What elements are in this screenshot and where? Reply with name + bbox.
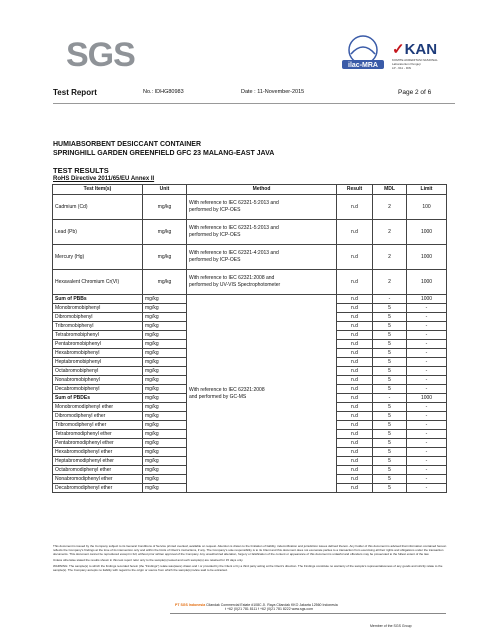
test-item-cell: Decabromobiphenyl (53, 385, 143, 394)
result-cell: n.d (337, 448, 373, 457)
mdl-cell: 5 (373, 376, 407, 385)
limit-cell: - (407, 358, 447, 367)
column-header: Test Item(s) (53, 185, 143, 195)
report-date: Date : 11-November-2015 (241, 89, 305, 95)
ilac-mra-logo (338, 34, 388, 78)
test-item-cell: Monobromodiphenyl ether (53, 403, 143, 412)
footer-address2: t +62 (0)21 781 8111 f +62 (0)21 781 8222 www.sgs.com (225, 607, 314, 611)
table-header-row (53, 185, 447, 195)
mdl-cell: 5 (373, 313, 407, 322)
method-line: With reference to IEC 62321-4:2013 and (189, 250, 279, 256)
method-line: performed by ICP-OES (189, 257, 241, 263)
limit-cell: 1000 (407, 245, 447, 270)
table-row (53, 195, 447, 220)
test-item-cell: Octabromodiphenyl ether (53, 466, 143, 475)
result-cell: n.d (337, 403, 373, 412)
unit-cell: mg/kg (143, 245, 187, 270)
result-cell: n.d (337, 220, 373, 245)
unit-cell: mg/kg (143, 394, 187, 403)
mdl-cell: 5 (373, 349, 407, 358)
method-line: With reference to IEC 62321:2008 and (189, 275, 275, 281)
test-item-cell: Tetrabromodiphenyl ether (53, 430, 143, 439)
kan-lab: Laboratorium Penguji (392, 62, 421, 66)
limit-cell: 100 (407, 195, 447, 220)
result-cell: n.d (337, 394, 373, 403)
table-row (53, 245, 447, 270)
test-item-cell: Decabromodiphenyl ether (53, 484, 143, 493)
result-cell: n.d (337, 376, 373, 385)
method-cell (187, 295, 337, 493)
test-item-cell: Pentabromobiphenyl (53, 340, 143, 349)
result-cell: n.d (337, 475, 373, 484)
unit-cell: mg/kg (143, 220, 187, 245)
limit-cell: 1000 (407, 394, 447, 403)
limit-cell: - (407, 385, 447, 394)
footer-address (175, 603, 338, 611)
table-row (53, 220, 447, 245)
mdl-cell: 5 (373, 448, 407, 457)
limit-cell: - (407, 439, 447, 448)
method-line: With reference to IEC 62321:2008 (189, 386, 265, 393)
mdl-cell: 5 (373, 412, 407, 421)
result-cell: n.d (337, 304, 373, 313)
disclaimer-para2: Unless otherwise stated the results shown in this test report refer only to the sample(s) tested and such sample(s) are retained for 15 days only. (53, 558, 244, 562)
unit-cell: mg/kg (143, 484, 187, 493)
unit-cell: mg/kg (143, 457, 187, 466)
column-header: MDL (373, 185, 407, 195)
unit-cell: mg/kg (143, 412, 187, 421)
limit-cell: - (407, 430, 447, 439)
mdl-cell: - (373, 394, 407, 403)
directive-heading: RoHS Directive 2011/65/EU Annex II (53, 176, 155, 182)
method-cell (187, 220, 337, 245)
unit-cell: mg/kg (143, 295, 187, 304)
sgs-logo: SGS (66, 36, 135, 74)
mdl-cell: 5 (373, 385, 407, 394)
mdl-cell: 5 (373, 358, 407, 367)
limit-cell: 1000 (407, 270, 447, 295)
method-line: performed by ICP-OES (189, 207, 241, 213)
disclaimer-para3: WARNING: The sample(s) to which the findings recorded herein (the "Findings") relate was(were) drawn and / or provided by the Client or by a third party acting at the Client's direction. The Findings constitute no warranty of the sample's representativeness of any goods and strictly relate to the sample(s). The Company accepts no liability with regard to the origin or source from which the sample(s) is/are said to be extracted. (53, 564, 443, 572)
mdl-cell: 5 (373, 340, 407, 349)
limit-cell: - (407, 322, 447, 331)
limit-cell: - (407, 466, 447, 475)
report-number: No.: IDHG80983 (143, 89, 184, 95)
mdl-cell: 5 (373, 403, 407, 412)
mdl-cell: 5 (373, 304, 407, 313)
limit-cell: - (407, 412, 447, 421)
result-cell: n.d (337, 457, 373, 466)
mdl-cell: 2 (373, 220, 407, 245)
unit-cell: mg/kg (143, 376, 187, 385)
unit-cell: mg/kg (143, 421, 187, 430)
limit-cell: 1000 (407, 295, 447, 304)
unit-cell: mg/kg (143, 304, 187, 313)
column-header: Result (337, 185, 373, 195)
mdl-cell: 5 (373, 439, 407, 448)
method-line: and performed by GC-MS (189, 393, 247, 400)
limit-cell: - (407, 376, 447, 385)
method-cell (187, 270, 337, 295)
mdl-cell: 5 (373, 466, 407, 475)
test-item-cell: Tribromobiphenyl (53, 322, 143, 331)
method-line: performed by UV-VIS Spectrophotometer (189, 282, 281, 288)
unit-cell: mg/kg (143, 466, 187, 475)
unit-cell: mg/kg (143, 367, 187, 376)
unit-cell: mg/kg (143, 331, 187, 340)
result-cell: n.d (337, 421, 373, 430)
test-item-cell: Hexabromodiphenyl ether (53, 448, 143, 457)
result-cell: n.d (337, 439, 373, 448)
results-table (52, 184, 447, 493)
kan-logo: ✓KAN KOMITE AKREDITASI NASIONAL Laboratorium Penguji LP - 611 - IDN (392, 40, 456, 76)
result-cell: n.d (337, 331, 373, 340)
result-cell: n.d (337, 385, 373, 394)
result-cell: n.d (337, 484, 373, 493)
product-title: HUMIABSORBENT DESICCANT CONTAINER (53, 141, 202, 148)
test-item-cell: Hexabromobiphenyl (53, 349, 143, 358)
test-item-cell: Cadmium (Cd) (53, 195, 143, 220)
limit-cell: - (407, 421, 447, 430)
report-title: Test Report (53, 88, 97, 97)
mdl-cell: 2 (373, 195, 407, 220)
unit-cell: mg/kg (143, 358, 187, 367)
test-item-cell: Pentabromodiphenyl ether (53, 439, 143, 448)
result-cell: n.d (337, 313, 373, 322)
column-header: Limit (407, 185, 447, 195)
mdl-cell: 5 (373, 421, 407, 430)
footer-member: Member of the SGS Group (370, 624, 412, 628)
unit-cell: mg/kg (143, 403, 187, 412)
footer-disclaimer (53, 544, 447, 572)
result-cell: n.d (337, 245, 373, 270)
test-item-cell: Tribromodiphenyl ether (53, 421, 143, 430)
test-item-cell: Octabromobiphenyl (53, 367, 143, 376)
kan-sub: KOMITE AKREDITASI NASIONAL (392, 58, 438, 62)
limit-cell: - (407, 448, 447, 457)
test-item-cell: Heptabromodiphenyl ether (53, 457, 143, 466)
limit-cell: 1000 (407, 220, 447, 245)
test-item-cell: Dibromobiphenyl (53, 313, 143, 322)
result-cell: n.d (337, 412, 373, 421)
method-cell (187, 245, 337, 270)
method-cell (187, 195, 337, 220)
limit-cell: - (407, 331, 447, 340)
limit-cell: - (407, 457, 447, 466)
unit-cell: mg/kg (143, 313, 187, 322)
limit-cell: - (407, 484, 447, 493)
result-cell: n.d (337, 358, 373, 367)
result-cell: n.d (337, 295, 373, 304)
test-item-cell: Dibromodiphenyl ether (53, 412, 143, 421)
test-item-cell: Heptabromobiphenyl (53, 358, 143, 367)
kan-lab-no: LP - 611 - IDN (392, 66, 411, 70)
limit-cell: - (407, 403, 447, 412)
limit-cell: - (407, 313, 447, 322)
method-line: With reference to IEC 62321-5:2013 and (189, 200, 279, 206)
unit-cell: mg/kg (143, 475, 187, 484)
mdl-cell: 5 (373, 322, 407, 331)
mdl-cell: 5 (373, 331, 407, 340)
method-line: With reference to IEC 62321-5:2013 and (189, 225, 279, 231)
mdl-cell: 5 (373, 475, 407, 484)
mdl-cell: 5 (373, 457, 407, 466)
limit-cell: - (407, 349, 447, 358)
section-heading: TEST RESULTS (53, 166, 109, 175)
limit-cell: - (407, 340, 447, 349)
column-header: Method (187, 185, 337, 195)
mdl-cell: 5 (373, 484, 407, 493)
test-item-cell: Mercury (Hg) (53, 245, 143, 270)
ilac-text: ilac-MRA (348, 62, 378, 69)
page-number: Page 2 of 6 (398, 89, 432, 96)
unit-cell: mg/kg (143, 385, 187, 394)
result-cell: n.d (337, 349, 373, 358)
test-item-cell: Sum of PBDEs (53, 394, 143, 403)
mdl-cell: - (373, 295, 407, 304)
column-header: Unit (143, 185, 187, 195)
unit-cell: mg/kg (143, 448, 187, 457)
disclaimer-para1: This document is issued by the Company subject to its General Conditions of Service printed overleaf, available on request. Attention is drawn to the limitation of liability, indemnification and jurisdiction issues defined therein. Any holder of this document is advised that information contained hereon reflects the Company's findings at the time of its intervention only and within the limits of Client's instructions, if any. The Company's sole responsibility is to its Client and this document does not exonerate parties to a transaction from exercising all their rights and obligations under the transaction documents. This document cannot be reproduced except in full, without prior written approval of the Company. Any unauthorized alteration, forgery or falsification of the content or appearance of this document is unlawful and offenders may be prosecuted to the fullest extent of the law. (53, 544, 447, 556)
mdl-cell: 5 (373, 430, 407, 439)
table-row (53, 295, 447, 304)
unit-cell: mg/kg (143, 430, 187, 439)
mdl-cell: 5 (373, 367, 407, 376)
kan-title: KAN (404, 41, 438, 58)
result-cell: n.d (337, 367, 373, 376)
result-cell: n.d (337, 270, 373, 295)
limit-cell: - (407, 367, 447, 376)
test-item-cell: Lead (Pb) (53, 220, 143, 245)
footer-address1: Cilandak Commercial Estate #108C JI. Raya Cilandak KKO Jakarta 12560 Indonesia (206, 603, 338, 607)
unit-cell: mg/kg (143, 270, 187, 295)
footer-divider (170, 613, 446, 614)
result-cell: n.d (337, 340, 373, 349)
test-item-cell: Monobromobiphenyl (53, 304, 143, 313)
unit-cell: mg/kg (143, 439, 187, 448)
test-item-cell: Tetrabromobiphenyl (53, 331, 143, 340)
mdl-cell: 2 (373, 245, 407, 270)
unit-cell: mg/kg (143, 195, 187, 220)
result-cell: n.d (337, 430, 373, 439)
header-divider (53, 103, 455, 104)
method-line: performed by ICP-OES (189, 232, 241, 238)
mdl-cell: 2 (373, 270, 407, 295)
test-item-cell: Nonabromobiphenyl (53, 376, 143, 385)
client-title: SPRINGHILL GARDEN GREENFIELD GFC 23 MALANG-EAST JAVA (53, 150, 275, 157)
footer-brand: PT SGS Indonesia (175, 603, 206, 607)
unit-cell: mg/kg (143, 349, 187, 358)
unit-cell: mg/kg (143, 322, 187, 331)
result-cell: n.d (337, 195, 373, 220)
test-item-cell: Nonabromodiphenyl ether (53, 475, 143, 484)
result-cell: n.d (337, 322, 373, 331)
limit-cell: - (407, 304, 447, 313)
result-cell: n.d (337, 466, 373, 475)
limit-cell: - (407, 475, 447, 484)
test-item-cell: Sum of PBBs (53, 295, 143, 304)
test-item-cell: Hexavalent Chromium Cr(VI) (53, 270, 143, 295)
unit-cell: mg/kg (143, 340, 187, 349)
table-row (53, 270, 447, 295)
